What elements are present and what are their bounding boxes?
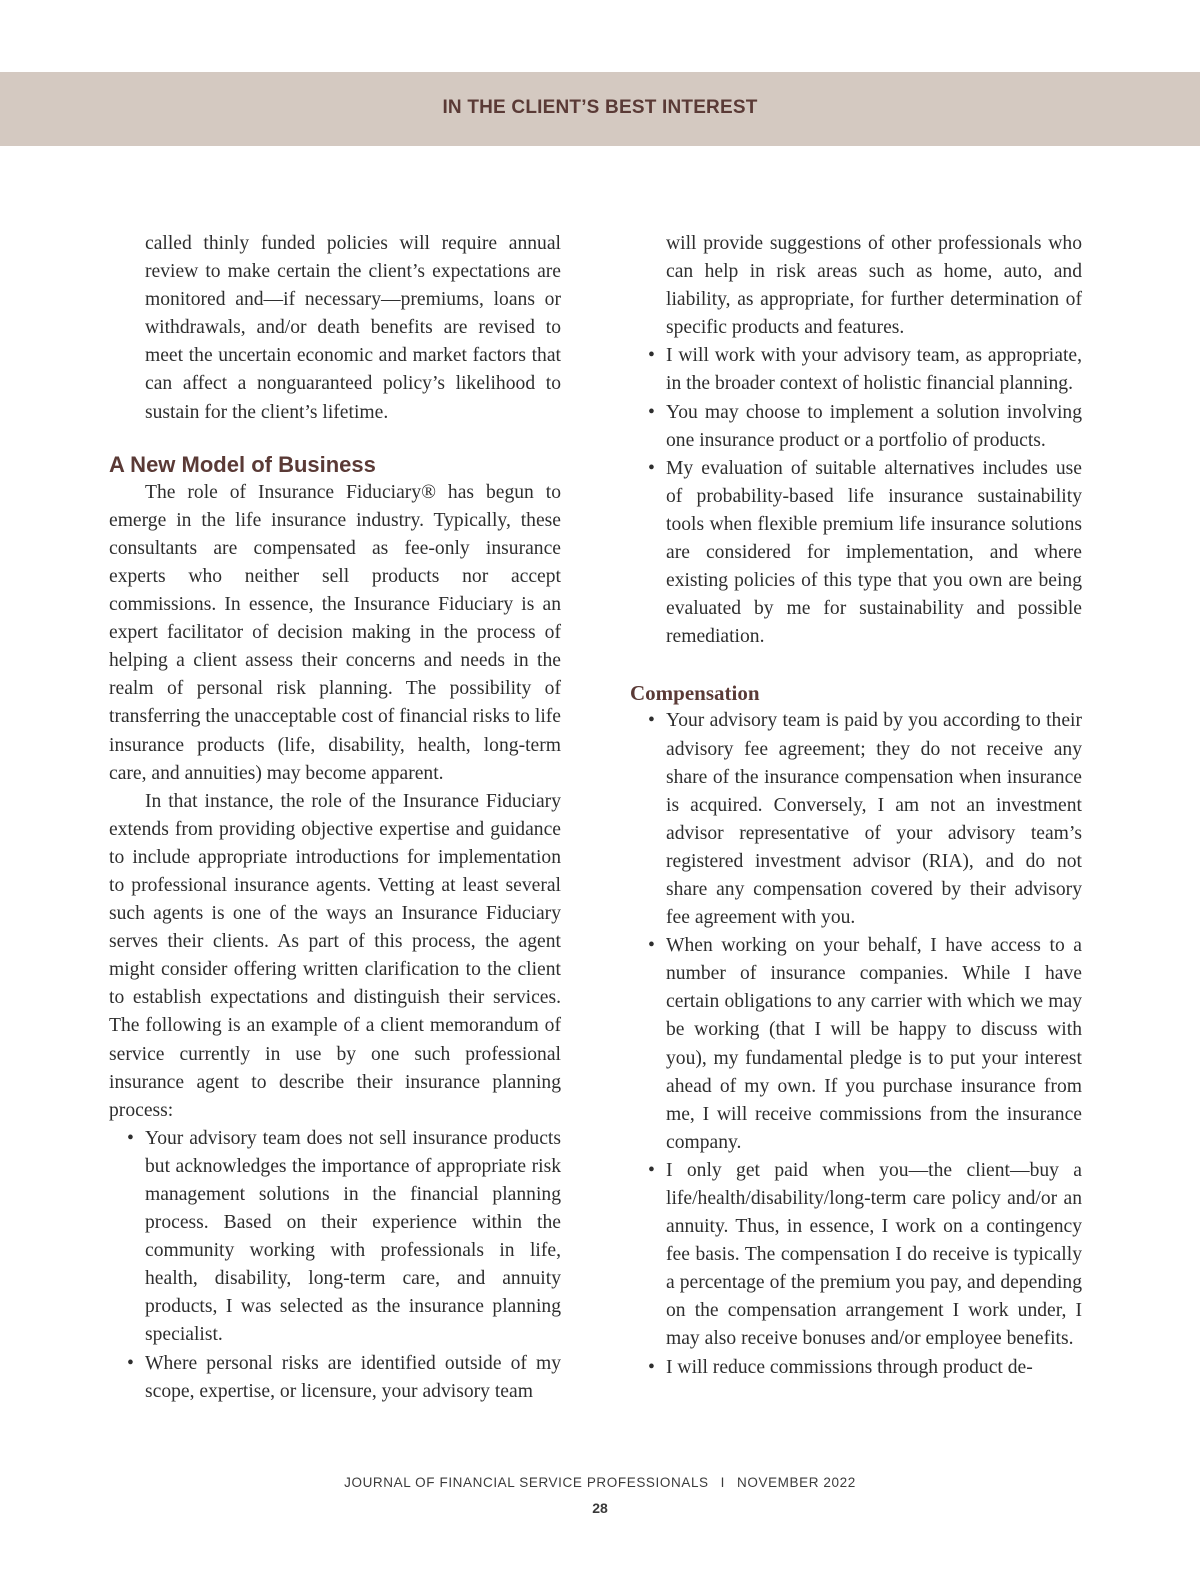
continuation-paragraph: will provide suggestions of other professionals who can help in risk areas such as home, auto, and liability, as appropriate, for further determination of specific products and features. — [666, 233, 1082, 339]
bullet-item: • Your advisory team does not sell insurance products but acknowledges the importance of appropriate risk management solutions in the financial planning process. Based on their experience within the community working with professionals in life, health, disability, long-term care, and annuity products, I was selected as the insurance planning specialist. — [109, 1125, 561, 1350]
section-heading-new-model: A New Model of Business — [109, 451, 376, 477]
bullet-item: • Your advisory team is paid by you according to their advisory fee agreement; they do not receive any share of the insurance compensation when insurance is acquired. Conversely, I am not an investment advisor representative of your advisory team’s registered investment advisor (RIA), and do not share any compensation covered by their advisory fee agreement with you. — [630, 707, 1082, 932]
footer-journal-line — [0, 1475, 1200, 1490]
footer-separator: I — [720, 1475, 726, 1490]
bullet-list — [109, 1125, 561, 1406]
continuation-paragraph: called thinly funded policies will require annual review to make certain the client’s expectations are monitored and—if necessary—premiums, loans or withdrawals, and/or death benefits are revised to meet the uncertain economic and market factors that can affect a nonguaranteed policy’s likelihood to sustain for the client’s lifetime. — [145, 233, 561, 423]
issue-date: NOVEMBER 2022 — [737, 1475, 856, 1490]
page-number: 28 — [592, 1500, 608, 1516]
bullet-item: • You may choose to implement a solution involving one insurance product or a portfolio of products. — [630, 399, 1082, 455]
page-header-title: IN THE CLIENT’S BEST INTEREST — [442, 97, 758, 118]
bullet-item: • I will reduce commissions through product de- — [630, 1354, 1082, 1382]
bullet-item: • When working on your behalf, I have access to a number of insurance companies. While I have certain obligations to any carrier with which we may be working (that I will be happy to discuss with you), my fundamental pledge is to put your interest ahead of my own. If you purchase insurance from me, I will receive commissions from the insurance company. — [630, 932, 1082, 1157]
section-heading-compensation: Compensation — [630, 681, 760, 706]
body-paragraph: In that instance, the role of the Insurance Fiduciary extends from providing objective expertise and guidance to include appropriate introductions for implementation to professional insurance agents. Vetting at least several such agents is one of the ways an Insurance Fiduciary serves their clients. As part of this process, the agent might consider offering written clarification to the client to establish expectations and distinguish their services. The following is an example of a client memorandum of service currently in use by one such professional insurance agent to describe their insurance planning process: — [109, 790, 561, 1121]
bullet-item: • I only get paid when you—the client—buy a life/health/disability/long-term care policy and/or an annuity. Thus, in essence, I work on a contingency fee basis. The compensation I do receive is typically a percentage of the premium you pay, and depending on the compensation arrangement I work under, I may also receive bonuses and/or employee benefits. — [630, 1157, 1082, 1354]
left-column — [109, 230, 561, 1406]
body-paragraph: The role of Insurance Fiduciary® has begun to emerge in the life insurance industry. Typically, these consultants are compensated as fee-only insurance experts who neither sell products nor accept commissions. In essence, the Insurance Fiduciary is an expert facilitator of decision making in the process of helping a client assess their concerns and needs in the realm of personal risk planning. The possibility of transferring the unacceptable cost of financial risks to life insurance products (life, disability, health, long-term care, and annuities) may become apparent. — [109, 481, 561, 784]
journal-name: JOURNAL OF FINANCIAL SERVICE PROFESSIONALS — [344, 1475, 709, 1490]
compensation-bullet-list — [630, 707, 1082, 1381]
bullet-item: • My evaluation of suitable alternatives includes use of probability-based life insurance sustainability tools when flexible premium life insurance solutions are considered for implementation, and where existing policies of this type that you own are being evaluated by me for sustainability and possible remediation. — [630, 455, 1082, 652]
right-column — [630, 230, 1082, 1382]
bullet-item: • I will work with your advisory team, as appropriate, in the broader context of holistic financial planning. — [630, 342, 1082, 398]
bullet-list — [630, 342, 1082, 651]
bullet-item: • Where personal risks are identified outside of my scope, expertise, or licensure, your advisory team — [109, 1350, 561, 1406]
